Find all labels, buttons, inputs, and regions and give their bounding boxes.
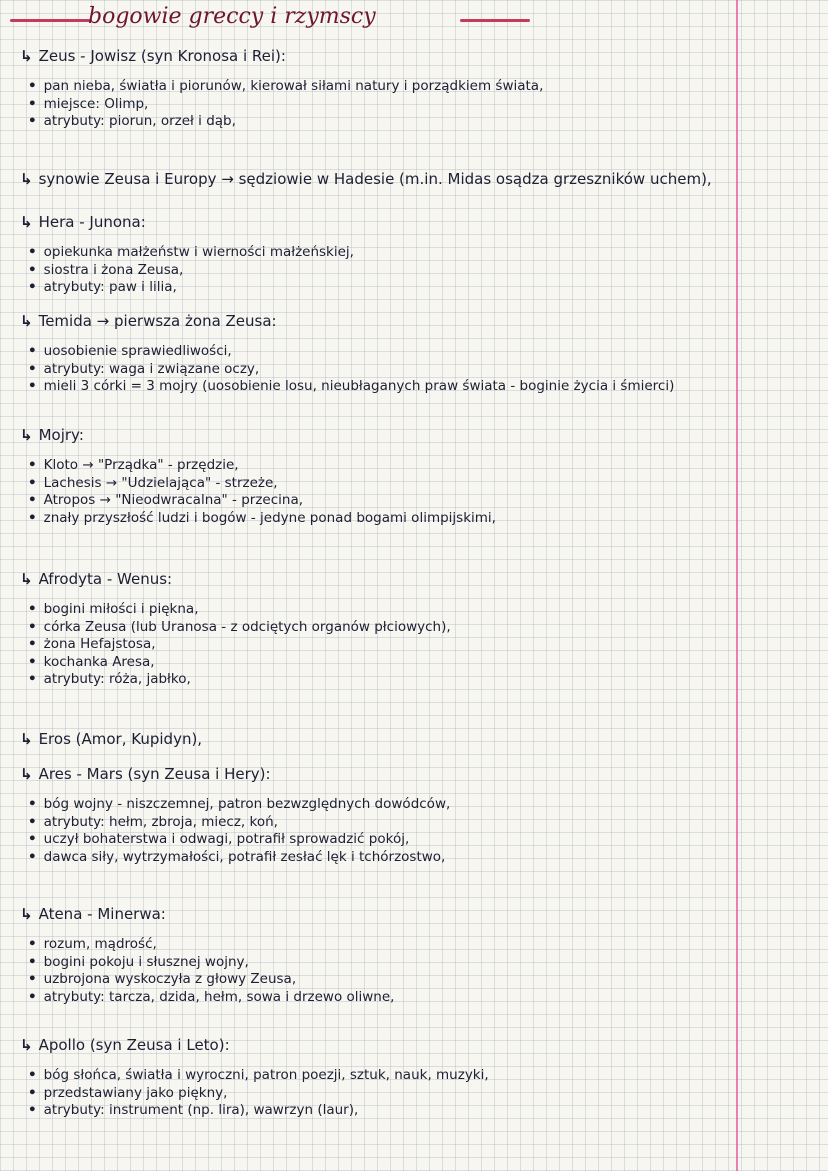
- section-heading-text: Eros (Amor, Kupidyn),: [38, 730, 203, 748]
- bullet-icon: •: [28, 618, 37, 635]
- arrow-icon: ↳: [20, 1036, 33, 1054]
- section-heading-text: Hera - Junona:: [38, 213, 146, 231]
- title-underline-right: [460, 19, 530, 22]
- bullet-icon: •: [28, 113, 37, 129]
- section-heading-text: Ares - Mars (syn Zeusa i Hery):: [38, 765, 271, 783]
- bullet-icon: •: [28, 636, 37, 652]
- list-item: [28, 343, 232, 360]
- bullet-icon: •: [28, 474, 37, 491]
- bullet-icon: •: [28, 244, 37, 260]
- section-heading: [20, 731, 202, 748]
- list-item: [28, 796, 450, 813]
- list-item: [28, 654, 155, 671]
- bullet-icon: •: [28, 653, 37, 670]
- list-item-text: bóg słońca, światła i wyroczni, patron poezji, sztuk, nauk, muzyki,: [43, 1067, 489, 1083]
- section-heading: [20, 1037, 230, 1054]
- section-heading: [20, 313, 277, 330]
- list-item: [28, 671, 191, 688]
- bullet-icon: •: [28, 492, 37, 508]
- bullet-icon: •: [28, 261, 37, 278]
- section-heading: [20, 427, 84, 444]
- list-item: [28, 849, 445, 866]
- list-item: [28, 1085, 227, 1102]
- section-heading: [20, 171, 712, 188]
- list-item-text: mieli 3 córki = 3 mojry (uosobienie losu, nieubłaganych praw świata - boginie życia i śmierci): [43, 378, 675, 394]
- list-item: [28, 636, 156, 653]
- list-item: [28, 113, 236, 130]
- list-item: [28, 601, 199, 618]
- list-item-text: bóg wojny - niszczemnej, patron bezwzględnych dowódców,: [43, 796, 451, 812]
- list-item: [28, 457, 239, 474]
- list-item: [28, 814, 278, 831]
- list-item-text: atrybuty: tarcza, dzida, hełm, sowa i drzewo oliwne,: [43, 988, 395, 1005]
- list-item: [28, 78, 543, 95]
- bullet-icon: •: [28, 1084, 37, 1101]
- list-item-text: znały przyszłość ludzi i bogów - jedyne ponad bogami olimpijskimi,: [43, 509, 496, 526]
- list-item: [28, 619, 451, 636]
- list-item-text: córka Zeusa (lub Uranosa - z odciętych organów płciowych),: [43, 618, 451, 635]
- arrow-icon: ↳: [20, 47, 33, 65]
- bullet-icon: •: [28, 988, 37, 1005]
- arrow-icon: ↳: [20, 213, 33, 231]
- list-item: [28, 378, 674, 395]
- section-heading: [20, 571, 172, 588]
- bullet-icon: •: [28, 1102, 37, 1118]
- list-item: [28, 262, 183, 279]
- bullet-icon: •: [28, 953, 37, 970]
- bullet-icon: •: [28, 813, 37, 830]
- list-item-text: atrybuty: paw i lilia,: [43, 279, 177, 295]
- arrow-icon: ↳: [20, 570, 33, 588]
- list-item: [28, 361, 259, 378]
- list-item-text: dawca siły, wytrzymałości, potrafił zesłać lęk i tchórzostwo,: [43, 848, 446, 865]
- list-item-text: Kloto → "Prządka" - przędzie,: [43, 457, 239, 473]
- list-item: [28, 492, 303, 509]
- list-item-text: siostra i żona Zeusa,: [43, 261, 184, 278]
- list-item: [28, 989, 394, 1006]
- bullet-icon: •: [28, 1067, 37, 1083]
- list-item-text: miejsce: Olimp,: [43, 95, 149, 112]
- list-item: [28, 831, 409, 848]
- section-heading: [20, 906, 166, 923]
- list-item: [28, 1102, 358, 1119]
- section-heading-text: Apollo (syn Zeusa i Leto):: [38, 1036, 230, 1054]
- page-title: [10, 4, 530, 36]
- title-underline-left: [10, 19, 90, 22]
- bullet-icon: •: [28, 936, 37, 952]
- bullet-icon: •: [28, 378, 37, 394]
- list-item-text: bogini miłości i piękna,: [43, 601, 199, 617]
- list-item-text: atrybuty: waga i związane oczy,: [43, 360, 260, 377]
- section-heading-text: synowie Zeusa i Europy → sędziowie w Hadesie (m.in. Midas osądza grzeszników uchem),: [38, 170, 712, 188]
- arrow-icon: ↳: [20, 905, 33, 923]
- bullet-icon: •: [28, 457, 37, 473]
- list-item-text: bogini pokoju i słusznej wojny,: [43, 953, 249, 970]
- bullet-icon: •: [28, 78, 37, 94]
- list-item-text: atrybuty: instrument (np. lira), wawrzyn (laur),: [43, 1102, 359, 1118]
- list-item: [28, 510, 496, 527]
- list-item: [28, 475, 278, 492]
- list-item-text: uzbrojona wyskoczyła z głowy Zeusa,: [43, 971, 297, 987]
- list-item-text: opiekunka małżeństw i wierności małżeńskiej,: [43, 244, 354, 260]
- bullet-icon: •: [28, 343, 37, 359]
- list-item-text: kochanka Aresa,: [43, 653, 155, 670]
- list-item-text: rozum, mądrość,: [43, 936, 157, 952]
- arrow-icon: ↳: [20, 312, 33, 330]
- bullet-icon: •: [28, 95, 37, 112]
- bullet-icon: •: [28, 360, 37, 377]
- list-item-text: uczył bohaterstwa i odwagi, potrafił sprowadzić pokój,: [43, 831, 410, 847]
- bullet-icon: •: [28, 831, 37, 847]
- section-heading: [20, 766, 271, 783]
- list-item: [28, 1067, 489, 1084]
- list-item-text: Lachesis → "Udzielająca" - strzeże,: [43, 474, 278, 491]
- bullet-icon: •: [28, 671, 37, 687]
- bullet-icon: •: [28, 848, 37, 865]
- section-heading: [20, 214, 146, 231]
- list-item: [28, 279, 177, 296]
- list-item: [28, 936, 157, 953]
- list-item: [28, 96, 148, 113]
- bullet-icon: •: [28, 509, 37, 526]
- list-item: [28, 971, 296, 988]
- list-item: [28, 244, 354, 261]
- arrow-icon: ↳: [20, 730, 33, 748]
- bullet-icon: •: [28, 796, 37, 812]
- list-item-text: pan nieba, światła i piorunów, kierował siłami natury i porządkiem świata,: [43, 78, 544, 94]
- section-heading-text: Temida → pierwsza żona Zeusa:: [38, 312, 277, 330]
- section-heading-text: Mojry:: [38, 426, 84, 444]
- bullet-icon: •: [28, 971, 37, 987]
- section-heading: [20, 48, 286, 65]
- arrow-icon: ↳: [20, 765, 33, 783]
- arrow-icon: ↳: [20, 170, 33, 188]
- bullet-icon: •: [28, 601, 37, 617]
- arrow-icon: ↳: [20, 426, 33, 444]
- section-heading-text: Afrodyta - Wenus:: [38, 570, 173, 588]
- list-item-text: uosobienie sprawiedliwości,: [43, 343, 232, 359]
- section-heading-text: Zeus - Jowisz (syn Kronosa i Rei):: [38, 47, 286, 65]
- list-item-text: atrybuty: piorun, orzeł i dąb,: [43, 113, 236, 129]
- list-item-text: atrybuty: hełm, zbroja, miecz, koń,: [43, 813, 278, 830]
- title-text: bogowie greccy i rzymscy: [88, 4, 376, 29]
- margin-line: [736, 0, 738, 1171]
- bullet-icon: •: [28, 279, 37, 295]
- list-item: [28, 954, 249, 971]
- section-heading-text: Atena - Minerwa:: [38, 905, 166, 923]
- list-item-text: przedstawiany jako piękny,: [43, 1084, 228, 1101]
- list-item-text: atrybuty: róża, jabłko,: [43, 671, 191, 687]
- list-item-text: Atropos → "Nieodwracalna" - przecina,: [43, 492, 304, 508]
- list-item-text: żona Hefajstosa,: [43, 636, 156, 652]
